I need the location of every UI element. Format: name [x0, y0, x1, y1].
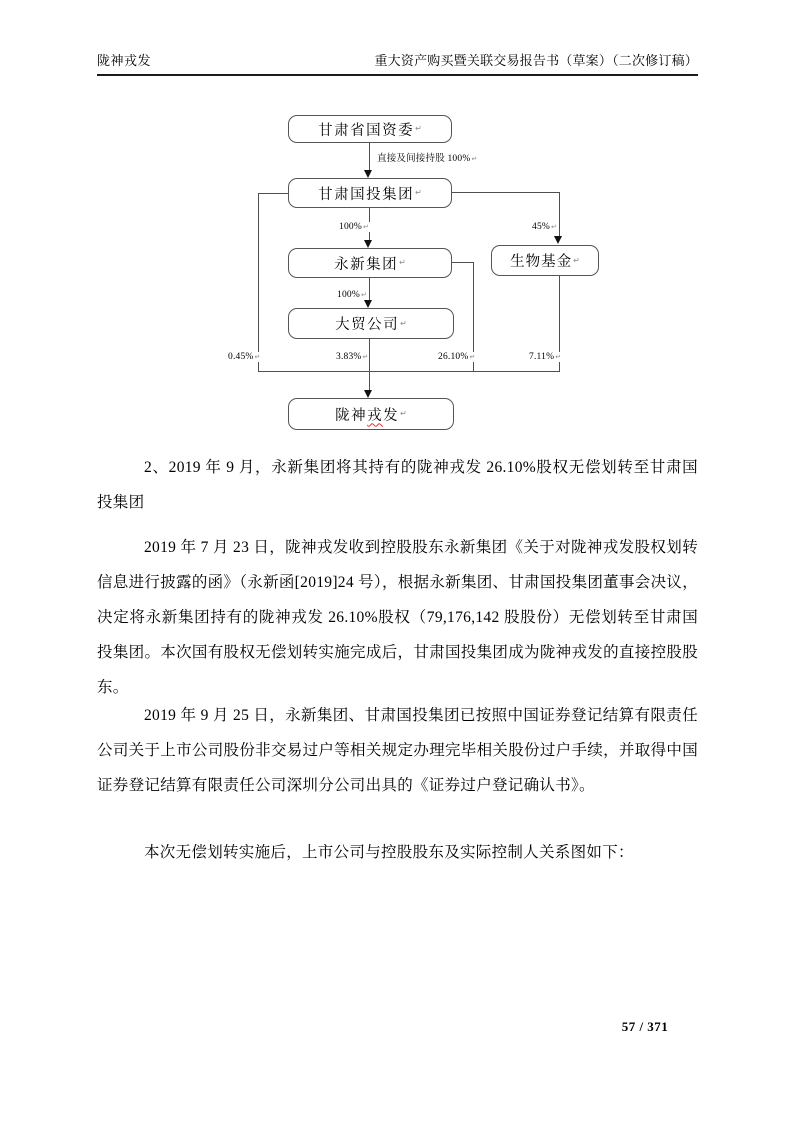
connector-damao-to-longshen	[369, 339, 370, 392]
page-number: 57 / 371	[621, 1019, 669, 1034]
connector-merge-bus	[258, 371, 560, 372]
return-mark: ↵	[362, 223, 369, 231]
return-mark: ↵	[400, 318, 407, 328]
arrowhead-into-longshen	[364, 390, 372, 398]
node-gansu-sasac	[288, 115, 452, 143]
header-company-name: 陇神戎发	[97, 53, 152, 68]
return-mark: ↵	[573, 255, 580, 265]
return-mark: ↵	[254, 353, 261, 361]
body-paragraph: 2019 年 9 月 25 日，永新集团、甘肃国投集团已按照中国证券登记结算有限责任公司关于上市公司股份非交易过户等相关规定办理完毕相关股份过户手续，并取得中国证券登记结算有限责任公司深圳分公司出具的《证券过户登记确认书》。	[97, 707, 698, 794]
return-mark: ↵	[551, 223, 557, 231]
return-mark: ↵	[415, 124, 422, 133]
connector-guotou-to-shengwu	[559, 192, 560, 238]
edge-label-text: 100%	[337, 290, 360, 300]
node-gansu-guotou-group	[288, 178, 452, 208]
return-mark: ↵	[555, 353, 562, 361]
edge-label-text: 45%	[532, 222, 551, 232]
node-yongxin-group	[288, 248, 452, 278]
node-longshen-label-misspelled: 戎	[367, 407, 384, 424]
return-mark: ↵	[362, 353, 369, 361]
return-mark: ↵	[471, 155, 478, 163]
return-mark: ↵	[399, 258, 406, 267]
header-report-title: 重大资产购买暨关联交易报告书（草案）（二次修订稿）	[374, 53, 698, 68]
edge-label-text: 直接及间接持股 100%	[377, 154, 471, 164]
arrowhead-guotou-to-shengwu	[554, 236, 562, 244]
edge-label-direct-holding	[376, 150, 478, 164]
body-paragraph: 本次无偿划转实施后，上市公司与控股股东及实际控制人关系图如下：	[144, 844, 634, 861]
connector-guotou-right-h	[451, 192, 560, 193]
return-mark: ↵	[469, 353, 476, 361]
node-longshen-label-part: 发	[383, 407, 400, 424]
node-damao-company	[288, 308, 454, 339]
node-bio-fund	[491, 245, 599, 276]
node-longshen-rongfa	[288, 398, 454, 430]
return-mark: ↵	[415, 188, 422, 197]
edge-label-text: 7.11%	[529, 352, 555, 362]
body-paragraph: 2019 年 7 月 23 日，陇神戎发收到控股股东永新集团《关于对陇神戎发股权划转信息进行披露的函》（永新函[2019]24 号），根据永新集团、甘肃国投集团董事会决议，决定将永新集团持有的陇神戎发 26.10%股权（79,176,142 股股份）无偿划转至甘肃国投集团。本次国有股权无偿划转实施完成后，甘肃国投集团成为陇神戎发的直接控股股东。	[97, 539, 698, 696]
edge-label-2610	[437, 352, 476, 362]
connector-guotou-left-v	[258, 193, 259, 372]
edge-label-text: 100%	[339, 222, 362, 232]
connector-guotou-left-h	[258, 193, 288, 194]
edge-label-text: 3.83%	[336, 352, 362, 362]
node-damao-label: 大贸公司	[335, 317, 400, 333]
node-gansu-guotou-label: 甘肃国投集团	[318, 186, 415, 203]
edge-label-711	[528, 352, 562, 362]
edge-label-100-yongxin-damao	[336, 290, 368, 300]
arrowhead-guotou-to-yongxin	[364, 240, 372, 248]
edge-label-383	[335, 352, 369, 362]
edge-label-45-shengwu	[531, 222, 558, 232]
section-heading: 2、2019 年 9 月，永新集团将其持有的陇神戎发 26.10%股权无偿划转至甘肃国投集团	[97, 459, 698, 511]
edge-label-045	[227, 352, 261, 362]
node-yongxin-label: 永新集团	[334, 256, 399, 273]
arrowhead-gzw-to-guotou	[364, 170, 372, 178]
return-mark: ↵	[360, 291, 367, 299]
node-longshen-label-part: 陇神	[335, 407, 368, 424]
return-mark: ↵	[400, 409, 407, 418]
connector-yongxin-right-h	[451, 262, 473, 263]
node-bio-fund-label: 生物基金	[510, 254, 573, 270]
connector-gzw-to-guotou	[369, 143, 370, 172]
arrowhead-yongxin-to-damao	[364, 300, 372, 308]
node-gansu-sasac-label: 甘肃省国资委	[318, 122, 415, 139]
edge-label-100-guotou-yongxin	[338, 222, 370, 232]
page-header	[97, 50, 698, 76]
edge-label-text: 26.10%	[438, 352, 469, 362]
edge-label-text: 0.45%	[228, 352, 254, 362]
